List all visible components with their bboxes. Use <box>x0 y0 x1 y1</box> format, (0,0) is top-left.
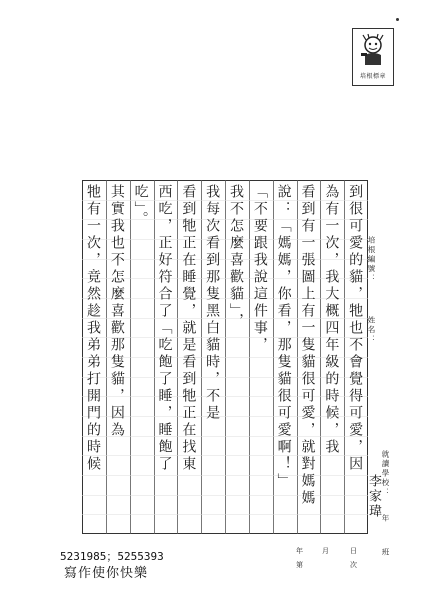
grade-label: 年 <box>381 514 390 524</box>
corner-dot <box>396 18 399 21</box>
day-label: 日 <box>350 547 357 555</box>
text-column: 其實我也不怎麼喜歡那隻貓，因為 <box>108 184 125 439</box>
text-column: 我每次看到那隻黑白貓時，不是 <box>204 184 221 422</box>
times-label: 次 <box>350 561 357 569</box>
logo-caption: 培根標章 <box>359 73 386 80</box>
peigen-logo-box <box>352 28 394 86</box>
month-label: 月 <box>322 547 329 555</box>
text-column: 為有一次，我大概四年級的時候，我 <box>323 184 340 456</box>
slogan: 寫作使你快樂 <box>64 566 149 581</box>
writing-grid <box>82 180 368 534</box>
text-column: 我不怎麼喜歡貓」， <box>228 184 244 330</box>
text-column: 「不要跟我說這件事， <box>251 184 268 354</box>
serial-label: 培根編號： <box>367 236 376 284</box>
text-column: 西吃，正好符合了「吃飽了睡，睡飽了 <box>156 184 173 473</box>
text-column: 到很可愛的貓，牠也不會覺得可愛，因 <box>347 184 364 473</box>
text-column: 說：「媽媽，你看，那隻貓很可愛啊！」 <box>275 184 292 490</box>
text-column: 看到牠正在睡覺，就是看到牠正在找東 <box>180 184 197 473</box>
number-label: 第 <box>296 561 303 569</box>
mascot-icon <box>357 33 389 67</box>
class-label: 班 <box>381 548 390 558</box>
school-label: 就讀學校： <box>381 450 390 498</box>
text-column: 吃」。 <box>132 184 149 228</box>
code-numbers: 5231985；5255393 <box>60 550 164 563</box>
year-label: 年 <box>296 547 303 555</box>
student-name: 李家瑋 <box>366 474 381 519</box>
text-column: 看到有一張圖上有一隻貓很可愛，就對媽媽 <box>299 184 316 507</box>
name-label: 姓名： <box>367 316 376 345</box>
text-column: 牠有一次，竟然趁我弟弟打開門的時候 <box>85 184 101 473</box>
